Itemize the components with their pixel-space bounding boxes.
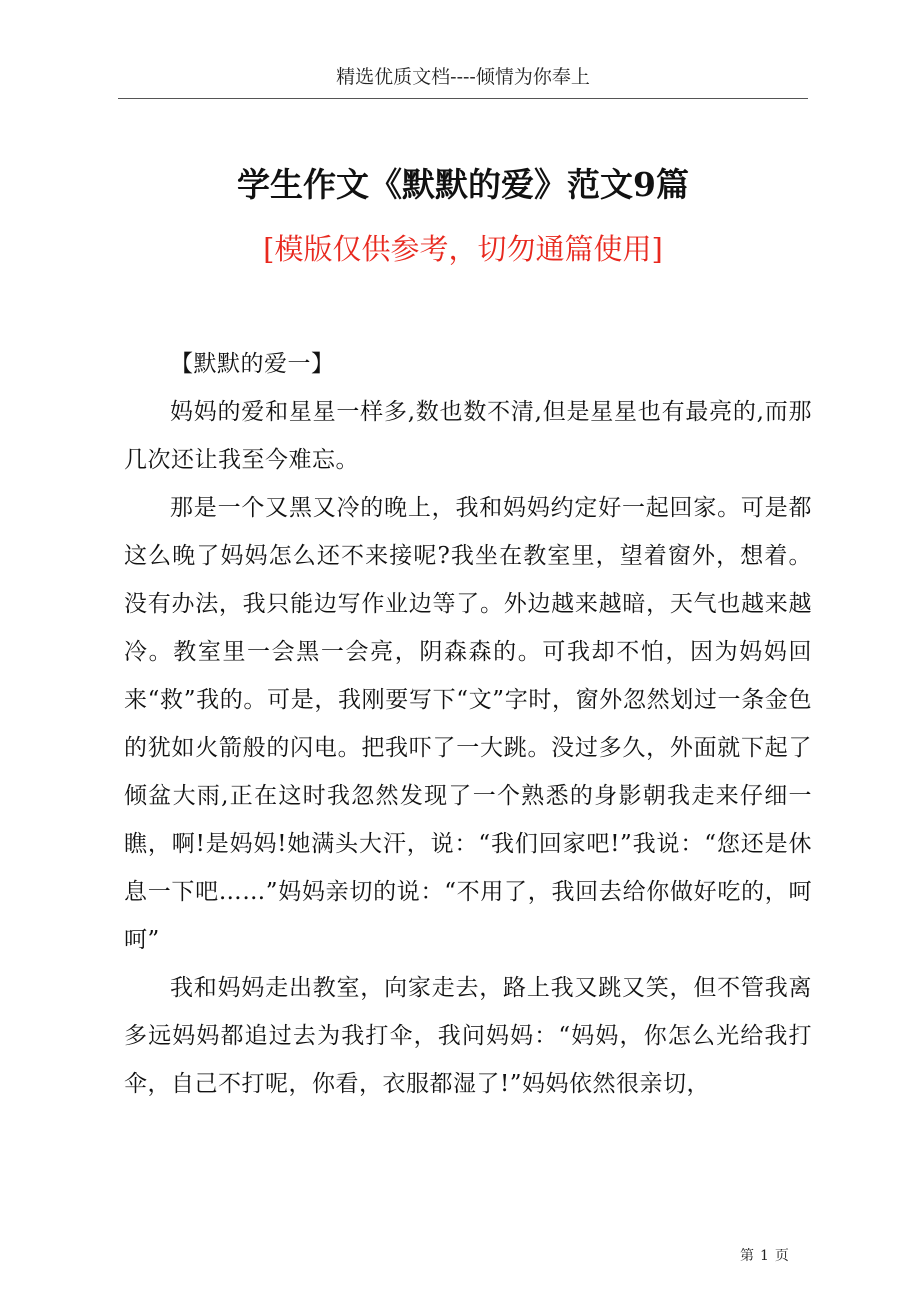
page-number-footer (740, 1246, 789, 1266)
page-number-prefix: 第 (740, 1248, 754, 1264)
header-divider (118, 98, 808, 99)
paragraph-2: 那是一个又黑又冷的晚上，我和妈妈约定好一起回家。可是都这么晚了妈妈怎么还不来接呢?我坐在教室里，望着窗外，想着。没有办法，我只能边写作业边等了。外边越来越暗，天气也越来越冷。教室里一会黑一会亮，阴森森的。可我却不怕，因为妈妈回来“救”我的。可是，我刚要写下“文”字时，窗外忽然划过一条金色的犹如火箭般的闪电。把我吓了一大跳。没过多久，外面就下起了倾盆大雨,正在这时我忽然发现了一个熟悉的身影朝我走来仔细一瞧，啊!是妈妈!她满头大汗，说：“我们回家吧!”我说：“您还是休息一下吧……”妈妈亲切的说：“不用了，我回去给你做好吃的，呵呵” (124, 495, 812, 953)
document-title: 学生作文《默默的爱》范文9篇 (237, 165, 689, 204)
template-notice: [模版仅供参考，切勿通篇使用] (263, 232, 663, 266)
page-number: 1 (760, 1248, 769, 1264)
paragraph-1: 妈妈的爱和星星一样多,数也数不清,但是星星也有最亮的,而那几次还让我至今难忘。 (124, 399, 812, 473)
document-body (124, 340, 812, 1108)
section-heading: 【默默的爱一】 (170, 351, 335, 377)
page-header: 精选优质文档----倾情为你奉上 (336, 66, 590, 88)
paragraph-3: 我和妈妈走出教室，向家走去，路上我又跳又笑，但不管我离多远妈妈都追过去为我打伞，我问妈妈：“妈妈，你怎么光给我打伞，自己不打呢，你看，衣服都湿了!”妈妈依然很亲切， (124, 975, 812, 1097)
page-number-suffix: 页 (774, 1248, 789, 1264)
